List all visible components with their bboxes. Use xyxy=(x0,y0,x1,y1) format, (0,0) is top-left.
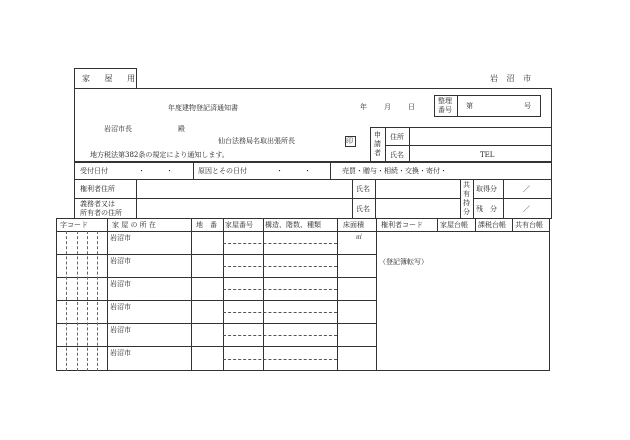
cause-label: 原因とその日付 xyxy=(198,167,247,175)
row-sub-divider xyxy=(223,335,337,336)
reception-date-dots: ・ ・ xyxy=(138,167,173,175)
table-header-cell: 共有台帳 xyxy=(515,221,543,229)
table-col-divider xyxy=(263,218,264,371)
floor-area-unit: ㎡ xyxy=(356,234,363,241)
row-sub-divider xyxy=(223,243,337,244)
table-col-divider xyxy=(223,218,224,371)
ref-dai: 第 xyxy=(466,102,473,110)
table-header-cell: 課税台帳 xyxy=(478,221,506,229)
table-row-divider xyxy=(56,300,376,301)
cause-list: 売買・贈与・相続・交換・寄付・ xyxy=(342,167,447,175)
registry-note: （登記簿転写） xyxy=(379,258,428,266)
rights-divider-1 xyxy=(136,179,137,219)
form-tab-label: 家 屋 用 xyxy=(82,74,142,83)
code-digit-divider xyxy=(97,231,98,371)
table-row-location: 岩沼市 xyxy=(110,303,131,311)
table-header-cell: 床面積 xyxy=(343,221,364,229)
table-col-divider xyxy=(191,218,192,371)
shared-label-3: 持 xyxy=(463,199,470,207)
acquired-share-label: 取得分 xyxy=(476,185,497,193)
table-col-divider xyxy=(437,218,438,231)
ref-go: 号 xyxy=(524,102,531,110)
applicant-row-divider xyxy=(385,145,552,146)
remaining-share-label: 残 分 xyxy=(476,205,497,213)
rights-row-divider xyxy=(74,198,460,199)
rights-holder-label: 権利者住所 xyxy=(80,185,115,193)
row-sub-divider xyxy=(223,266,337,267)
table-header-cell: 地 番 xyxy=(196,221,217,229)
rights-name-label-1: 氏名 xyxy=(356,185,370,193)
notice-text: 地方税法第382条の規定により通知します。 xyxy=(90,151,229,159)
city-name: 岩 沼 市 xyxy=(490,74,535,83)
ref-divider xyxy=(457,95,458,117)
table-header-divider xyxy=(56,231,550,232)
month-label: 月 xyxy=(384,103,391,111)
obligor-label-2: 所有者の住所 xyxy=(80,209,122,217)
applicant-label-1: 申 xyxy=(374,131,381,139)
table-col-divider xyxy=(475,218,476,231)
reception-date-label: 受付日付 xyxy=(80,167,108,175)
addressee-honorific: 殿 xyxy=(178,125,185,133)
table-row-divider xyxy=(56,346,376,347)
table-col-divider xyxy=(512,218,513,231)
rights-divider-5 xyxy=(473,179,474,219)
table-header-cell: 家屋番号 xyxy=(225,221,253,229)
row-sub-divider xyxy=(223,359,337,360)
table-col-divider xyxy=(337,218,338,371)
table-col-divider xyxy=(107,218,108,371)
obligor-label-1: 義務者又は xyxy=(80,200,115,208)
table-row-location: 岩沼市 xyxy=(110,280,131,288)
table-row-location: 岩沼市 xyxy=(110,349,131,357)
table-row-location: 岩沼市 xyxy=(110,326,131,334)
cause-date-dots: ・ ・ xyxy=(276,167,311,175)
reception-divider-2 xyxy=(330,162,331,180)
reception-divider-1 xyxy=(193,162,194,180)
table-header-cell: 構造、階数、種類 xyxy=(265,221,321,229)
table-row-location: 岩沼市 xyxy=(110,257,131,265)
form-title: 年度建物登記済通知書 xyxy=(168,104,238,112)
shared-label-4: 分 xyxy=(463,208,470,216)
rights-divider-6 xyxy=(503,179,504,219)
remaining-share-slash: ／ xyxy=(523,205,530,213)
applicant-name-label: 氏名 xyxy=(390,151,404,159)
year-label: 年 xyxy=(360,103,367,111)
addressee: 岩沼市長 xyxy=(104,125,132,133)
acquired-share-slash: ／ xyxy=(523,185,530,193)
day-label: 日 xyxy=(408,103,415,111)
table-row-divider xyxy=(56,323,376,324)
table-row-location: 岩沼市 xyxy=(110,234,131,242)
row-sub-divider xyxy=(223,312,337,313)
shared-label-1: 共 xyxy=(463,181,470,189)
row-sub-divider xyxy=(223,289,337,290)
rights-divider-2 xyxy=(352,179,353,219)
table-header-cell: 家 屋 の 所 在 xyxy=(112,221,156,229)
rights-divider-4 xyxy=(460,179,461,219)
ref-label-1: 整理 xyxy=(438,97,452,105)
seal-text: 印 xyxy=(346,137,353,145)
table-row-divider xyxy=(56,277,376,278)
rights-divider-3 xyxy=(375,179,376,219)
table-header-cell: 家屋台帳 xyxy=(440,221,468,229)
code-digit-divider xyxy=(66,231,67,371)
shared-label-2: 有 xyxy=(463,190,470,198)
table-col-divider xyxy=(376,218,377,371)
ref-label-2: 番号 xyxy=(438,106,452,114)
applicant-label-2: 請 xyxy=(374,140,381,148)
sender: 仙台法務局名取出張所長 xyxy=(218,137,295,145)
table-row-divider xyxy=(56,254,376,255)
share-row-divider xyxy=(473,198,552,199)
rights-name-label-2: 氏名 xyxy=(356,205,370,213)
applicant-label-3: 者 xyxy=(374,149,381,157)
table-header-cell: 字コード xyxy=(60,221,88,229)
applicant-tel-label: TEL xyxy=(480,151,495,159)
code-digit-divider xyxy=(87,231,88,371)
code-digit-divider xyxy=(77,231,78,371)
table-header-cell: 権利者コード xyxy=(381,221,423,229)
applicant-address-label: 住所 xyxy=(390,133,404,141)
